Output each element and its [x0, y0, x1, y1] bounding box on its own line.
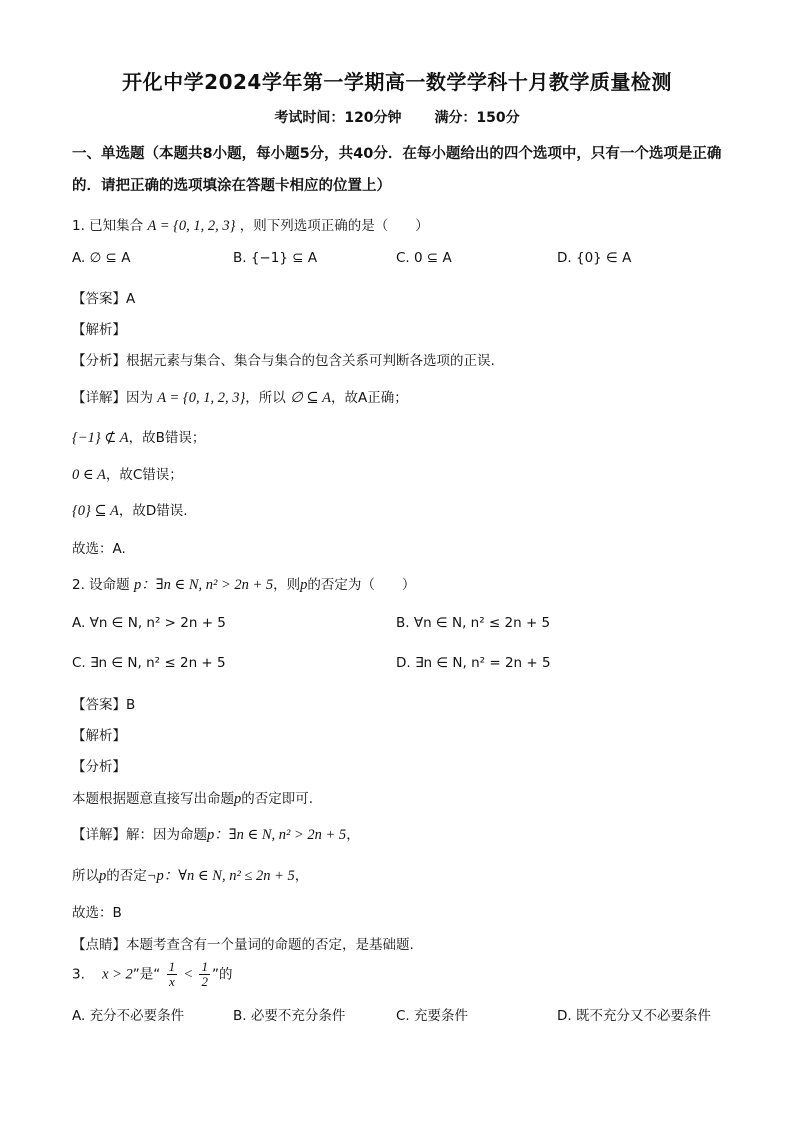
q2-prefix: 2. 设命题: [72, 577, 130, 593]
q1-answer: [72, 287, 135, 307]
q1-option-d: D. {0} ∈ A: [557, 250, 632, 266]
q3-option-d: D. 既不充分又不必要条件: [557, 1008, 711, 1024]
frac-denominator: x: [168, 974, 175, 989]
xiangjie-text: 因为: [126, 390, 153, 406]
q2-p: p: [99, 868, 107, 884]
q1-set: A = {0, 1, 2, 3}: [147, 218, 236, 234]
q1-conclusion: 故选：A.: [72, 541, 126, 557]
q1-detail-b: [72, 426, 205, 447]
q2-option-b: B. ∀n ∈ N, n² ≤ 2n + 5: [396, 615, 551, 631]
detail-math: 0 ∈ A: [72, 467, 106, 483]
xiangjie-math: ：∃n ∈ N, n² > 2n + 5: [214, 827, 347, 843]
q1-option-b: B. {−1} ⊆ A: [233, 250, 318, 266]
xiangjie-text: ，故A正确；: [330, 390, 408, 406]
frac-numerator: 1: [168, 959, 176, 974]
xiangjie-text: ，所以: [245, 390, 286, 406]
negation-symbol: ¬p: [146, 868, 164, 884]
q3-suffix: ”的: [211, 966, 233, 983]
q3-option-a: A. 充分不必要条件: [72, 1008, 185, 1024]
fraction-1-over-x: [167, 960, 178, 989]
q1-fenxi: [72, 349, 495, 369]
q2-xiangjie: [72, 823, 360, 844]
q1-jiexi: 【解析】: [72, 322, 126, 338]
q3-prefix: 3.: [72, 966, 85, 983]
q1-option-c: C. 0 ⊆ A: [396, 250, 452, 266]
q2-option-c: C. ∃n ∈ N, n² ≤ 2n + 5: [72, 655, 226, 671]
q2-p: p: [234, 791, 242, 807]
xiangjie-math: A = {0, 1, 2, 3}: [157, 390, 246, 406]
q2-p: p: [133, 577, 142, 593]
q1-detail-d: [72, 499, 188, 520]
q2-conclusion: 故选：B: [72, 905, 122, 921]
detail-math: {−1} ⊄ A: [72, 430, 129, 446]
page-title: 开化中学2024学年第一学期高一数学学科十月教学质量检测: [122, 70, 672, 94]
q3-mid: ”是“: [132, 966, 161, 983]
exam-score: 满分：150分: [434, 110, 520, 126]
q1-detail-c: [72, 463, 183, 484]
q2-dianqing: [72, 933, 414, 953]
fraction-1-over-2: [199, 960, 210, 989]
detail-text: ，故D错误.: [118, 503, 188, 519]
q1-suffix: ，则下列选项正确的是（ ）: [239, 218, 429, 234]
q2-option-d: D. ∃n ∈ N, n² = 2n + 5: [396, 655, 551, 671]
xiangjie-tag: 【详解】: [72, 390, 126, 406]
answer-value: B: [126, 697, 136, 713]
question-3: [72, 960, 232, 989]
detail-text: ，故C错误；: [105, 467, 183, 483]
q1-xiangjie: [72, 386, 408, 407]
detail-text: ，: [294, 868, 309, 884]
detail-math: ：∀n ∈ N, n² ≤ 2n + 5: [163, 868, 295, 884]
frac-numerator: 1: [201, 959, 208, 974]
exam-info: [0, 107, 794, 127]
xiangjie-tag: 【详解】: [72, 827, 126, 843]
q2-fenxi: [72, 787, 313, 808]
q2-fenxi-tag: 【分析】: [72, 759, 126, 775]
dianqing-text: 本题考查含有一个量词的命题的否定，是基础题.: [126, 937, 414, 953]
detail-text: 所以: [72, 868, 99, 884]
q2-option-a: A. ∀n ∈ N, n² > 2n + 5: [72, 615, 226, 631]
less-than: <: [183, 966, 194, 983]
answer-value: A: [126, 291, 136, 307]
fenxi-text: 本题根据题意直接写出命题: [72, 791, 234, 807]
q2-suffix: ，则: [273, 577, 301, 593]
q2-negation: [72, 864, 308, 885]
detail-text: 的否定: [106, 868, 147, 884]
fenxi-text: 根据元素与集合、集合与集合的包含关系可判断各选项的正误.: [126, 353, 495, 369]
answer-tag: 【答案】: [72, 291, 126, 307]
xiangjie-text: ，: [346, 827, 360, 843]
q1-prefix: 1. 已知集合: [72, 218, 144, 234]
frac-denominator: 2: [201, 974, 208, 989]
q2-stmt: ：∃n ∈ N, n² > 2n + 5: [141, 577, 274, 593]
exam-time: 考试时间：120分钟: [274, 110, 402, 126]
fenxi-text: 的否定即可.: [241, 791, 314, 807]
q3-option-c: C. 充要条件: [396, 1008, 469, 1024]
question-2: [72, 573, 415, 594]
q3-option-b: B. 必要不充分条件: [233, 1008, 346, 1024]
xiangjie-text: 解：因为命题: [126, 827, 207, 843]
fenxi-tag: 【分析】: [72, 353, 126, 369]
q2-suffix: 的否定为（ ）: [307, 577, 416, 593]
detail-text: ，故B错误；: [128, 430, 206, 446]
dianqing-tag: 【点睛】: [72, 937, 126, 953]
q2-p: p: [207, 827, 215, 843]
q2-answer: [72, 693, 135, 713]
question-1: [72, 214, 429, 235]
answer-tag: 【答案】: [72, 697, 126, 713]
section-heading: 一、单选题（本题共8小题，每小题5分，共40分．在每小题给出的四个选项中，只有一个选项是正确的．请把正确的选项填涂在答题卡相应的位置上）: [72, 146, 722, 194]
q1-option-a: A. ∅ ⊆ A: [72, 250, 131, 266]
q3-condition: x > 2: [102, 966, 133, 983]
q2-jiexi: 【解析】: [72, 728, 126, 744]
q2-p: p: [300, 577, 308, 593]
detail-math: {0} ⊆ A: [72, 503, 119, 519]
xiangjie-math: ∅ ⊆ A: [290, 390, 331, 406]
